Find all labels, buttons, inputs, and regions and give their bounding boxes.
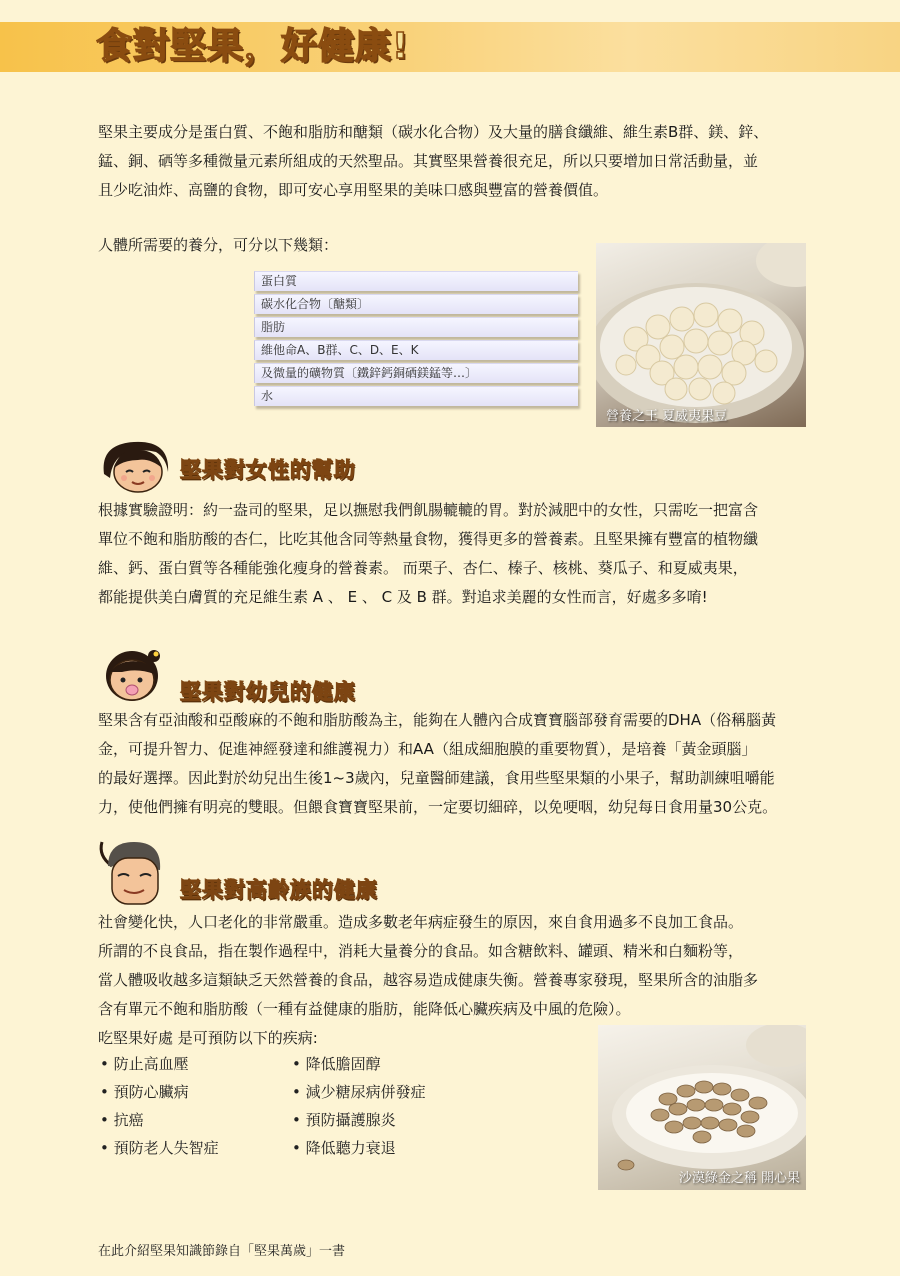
intro-line: 且少吃油炸、高鹽的食物，即可安心享用堅果的美味口感與豐富的營養價值。 [98,181,609,199]
disease-item: • 預防攝護腺炎 [292,1106,426,1134]
nutrient-list [254,271,578,409]
elderly-line: 吃堅果好處 是可預防以下的疾病: [98,1029,318,1047]
kids-line: 堅果含有亞油酸和亞酸麻的不飽和脂肪酸為主，能夠在人體內合成寶寶腦部發育需要的DHA（俗稱腦黃 [98,711,777,729]
women-line: 根據實驗證明：約一盎司的堅果，足以撫慰我們飢腸轆轆的胃。對於減肥中的女性，只需吃一把富含 [98,501,759,519]
nutrients-label: 人體所需要的養分，可分以下幾類： [98,236,339,254]
disease-list-left [100,1050,219,1162]
section-title-elderly: 堅果對高齡族的健康 [180,878,378,902]
women-line: 單位不飽和脂肪酸的杏仁，比吃其他含同等熱量食物，獲得更多的營養素。且堅果擁有豐富的植物纖 [98,530,759,548]
kids-line: 金，可提升智力、促進神經發達和維護視力）和AA（組成細胞膜的重要物質），是培養「黃金頭腦」 [98,740,757,758]
nutrient-item: 及微量的礦物質〔鐵鋅鈣銅硒鎂錳等…〕 [254,363,578,383]
intro-paragraph [98,118,768,205]
nutrient-item: 脂肪 [254,317,578,337]
kids-line: 的最好選擇。因此對於幼兒出生後1~3歲內，兒童醫師建議，食用些堅果類的小果子，幫助訓練咀嚼能 [98,769,775,787]
kids-line: 力，使他們擁有明亮的雙眼。但餵食寶寶堅果前，一定要切細碎，以免哽咽，幼兒每日食用量30公克。 [98,798,778,816]
source-note: 在此介紹堅果知識節錄自「堅果萬歲」一書 [98,1244,346,1259]
women-line: 維、鈣、蛋白質等各種能強化瘦身的營養素。 而栗子、杏仁、榛子、核桃、葵瓜子、和夏威夷果， [98,559,748,577]
disease-item: • 預防老人失智症 [100,1134,219,1162]
disease-item: • 降低聽力衰退 [292,1134,426,1162]
page-title: 食對堅果，好健康! [96,26,410,67]
intro-line: 堅果主要成分是蛋白質、不飽和脂肪和醣類（碳水化合物）及大量的膳食纖維、維生素B群、鎂、鋅、 [98,123,769,141]
pistachio-photo [598,1025,806,1190]
women-line: 都能提供美白膚質的充足維生素 A 、 E 、 C 及 B 群。對追求美麗的女性而言，好處多多唷! [98,588,708,606]
nutrient-item: 蛋白質 [254,271,578,291]
woman-avatar-icon [100,438,178,498]
disease-item: • 降低膽固醇 [292,1050,426,1078]
disease-item: • 抗癌 [100,1106,219,1134]
baby-avatar-icon [102,646,164,708]
pistachio-illustration [598,1025,806,1190]
section-title-women: 堅果對女性的幫助 [180,458,356,482]
elderly-line: 含有單元不飽和脂肪酸（一種有益健康的脂肪，能降低心臟疾病及中風的危險）。 [98,1000,631,1018]
macadamia-illustration [596,243,806,427]
disease-item: • 預防心臟病 [100,1078,219,1106]
nutrient-item: 碳水化合物〔醣類〕 [254,294,578,314]
section-title-kids: 堅果對幼兒的健康 [180,680,356,704]
macadamia-caption: 營養之王 夏威夷果豆 [606,409,728,424]
disease-item: • 減少糖尿病併發症 [292,1078,426,1106]
women-paragraph [98,496,758,612]
disease-item: • 防止高血壓 [100,1050,219,1078]
disease-list-right [292,1050,426,1162]
elderly-line: 社會變化快，人口老化的非常嚴重。造成多數老年病症發生的原因，來自食用過多不良加工食品。 [98,913,744,931]
intro-line: 錳、銅、硒等多種微量元素所組成的天然聖品。其實堅果營養很充足，所以只要增加日常活動量，並 [98,152,759,170]
elderly-line: 所謂的不良食品，指在製作過程中，消耗大量養分的食品。如含糖飲料、罐頭、精米和白麵粉等， [98,942,744,960]
nutrient-item: 水 [254,386,578,406]
pistachio-caption: 沙漠綠金之稱 開心果 [678,1171,800,1186]
nutrient-item: 維他命A、B群、C、D、E、K [254,340,578,360]
kids-paragraph [98,706,777,822]
elderly-avatar-icon [96,836,170,912]
macadamia-photo [596,243,806,427]
elderly-line: 當人體吸收越多這類缺乏天然營養的食品，越容易造成健康失衡。營養專家發現，堅果所含的油脂多 [98,971,759,989]
